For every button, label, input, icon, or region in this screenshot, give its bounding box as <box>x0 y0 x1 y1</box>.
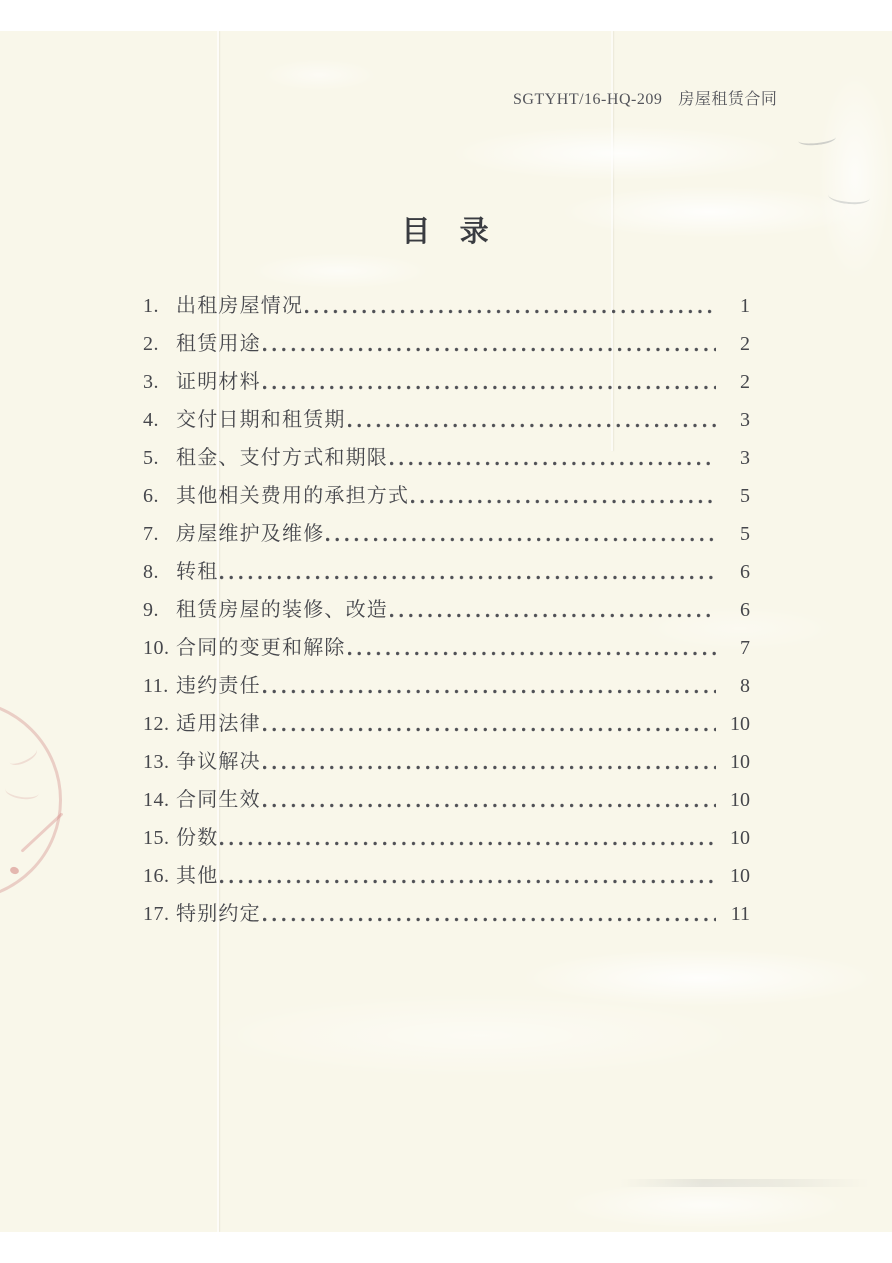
toc-entry-page: 3 <box>740 447 750 469</box>
toc-entry-page: 10 <box>730 751 750 773</box>
toc-entry-number: 11. <box>143 675 169 697</box>
toc-entry-title: 份数 <box>176 827 219 849</box>
page-header <box>513 86 777 109</box>
scan-mark <box>827 187 870 206</box>
document-page <box>0 31 892 1232</box>
toc-entry-title: 争议解决 <box>176 751 261 773</box>
toc-leader-dots <box>411 477 716 515</box>
toc-entry-title: 特别约定 <box>176 903 261 925</box>
toc-leader-dots <box>390 591 716 629</box>
document-title: 房屋租赁合同 <box>678 91 778 108</box>
toc-entry-number: 1. <box>143 295 159 317</box>
toc-entry <box>143 515 750 553</box>
scan-smudge <box>520 949 880 1007</box>
toc-entry-page: 7 <box>740 637 750 659</box>
toc-entry <box>143 553 750 591</box>
toc-entry-page: 2 <box>740 371 750 393</box>
toc-entry-page: 3 <box>740 409 750 431</box>
toc-leader-dots <box>326 515 716 553</box>
toc-entry-title: 租赁用途 <box>176 333 261 355</box>
toc-entry-number: 9. <box>143 599 159 621</box>
toc-entry-number: 15. <box>143 827 170 849</box>
toc-entry-title: 交付日期和租赁期 <box>176 409 346 431</box>
toc-leader-dots <box>263 895 716 933</box>
toc-entry <box>143 743 750 781</box>
toc-entry-page: 1 <box>740 295 750 317</box>
scan-smudge <box>250 253 430 289</box>
toc-entry <box>143 363 750 401</box>
toc-entry-title: 合同生效 <box>176 789 261 811</box>
scan-smudge <box>450 126 790 181</box>
toc-leader-dots <box>263 363 716 401</box>
scan-smudge <box>262 59 377 91</box>
toc-entry-page: 8 <box>740 675 750 697</box>
scan-mark <box>620 1179 870 1187</box>
toc-entry-number: 8. <box>143 561 159 583</box>
toc-entry <box>143 857 750 895</box>
toc-leader-dots <box>220 819 716 857</box>
toc-entry <box>143 401 750 439</box>
toc-leader-dots <box>263 781 716 819</box>
toc-entry-title: 合同的变更和解除 <box>176 637 346 659</box>
toc-entry-number: 6. <box>143 485 159 507</box>
toc-list <box>143 287 750 933</box>
toc-entry-number: 13. <box>143 751 170 773</box>
toc-entry <box>143 819 750 857</box>
toc-leader-dots <box>263 743 716 781</box>
toc-title: 目 录 <box>401 216 491 248</box>
toc-entry-title: 其他 <box>176 865 219 887</box>
toc-leader-dots <box>220 857 716 895</box>
toc-entry-title: 转租 <box>176 561 219 583</box>
toc-entry-title: 租金、支付方式和期限 <box>176 447 388 469</box>
toc-entry-title: 违约责任 <box>176 675 261 697</box>
toc-entry-number: 2. <box>143 333 159 355</box>
toc-entry-number: 5. <box>143 447 159 469</box>
toc-entry <box>143 439 750 477</box>
toc-entry-title: 租赁房屋的装修、改造 <box>176 599 388 621</box>
toc-leader-dots <box>348 401 716 439</box>
toc-entry-number: 4. <box>143 409 159 431</box>
toc-leader-dots <box>263 667 716 705</box>
toc-entry <box>143 781 750 819</box>
toc-entry-number: 10. <box>143 637 170 659</box>
toc-entry <box>143 895 750 933</box>
toc-leader-dots <box>263 325 716 363</box>
toc-entry-page: 10 <box>730 865 750 887</box>
toc-leader-dots <box>305 287 716 325</box>
toc-entry-page: 2 <box>740 333 750 355</box>
toc-entry-title: 其他相关费用的承担方式 <box>176 485 410 507</box>
toc-entry-number: 14. <box>143 789 170 811</box>
document-code: SGTYHT/16-HQ-209 <box>513 91 663 108</box>
scan-smudge <box>200 993 760 1078</box>
toc-entry-page: 5 <box>740 485 750 507</box>
toc-entry <box>143 325 750 363</box>
toc-entry <box>143 591 750 629</box>
toc-entry-number: 12. <box>143 713 170 735</box>
toc-entry-page: 10 <box>730 827 750 849</box>
scan-mark <box>797 131 836 147</box>
toc-entry <box>143 629 750 667</box>
toc-entry <box>143 287 750 325</box>
toc-entry-page: 5 <box>740 523 750 545</box>
toc-entry-number: 16. <box>143 865 170 887</box>
toc-entry-page: 10 <box>730 713 750 735</box>
toc-entry-number: 3. <box>143 371 159 393</box>
red-seal-stamp <box>0 699 62 901</box>
toc-entry-number: 7. <box>143 523 159 545</box>
toc-entry <box>143 667 750 705</box>
toc-entry <box>143 705 750 743</box>
toc-leader-dots <box>220 553 716 591</box>
toc-entry-page: 6 <box>740 599 750 621</box>
scan-smudge <box>560 1181 850 1229</box>
toc-entry-number: 17. <box>143 903 170 925</box>
toc-entry-page: 6 <box>740 561 750 583</box>
toc-leader-dots <box>263 705 716 743</box>
toc-leader-dots <box>348 629 716 667</box>
toc-entry-title: 房屋维护及维修 <box>176 523 325 545</box>
toc-leader-dots <box>390 439 716 477</box>
toc-entry-title: 证明材料 <box>176 371 261 393</box>
toc-entry-title: 出租房屋情况 <box>176 295 304 317</box>
toc-entry <box>143 477 750 515</box>
toc-entry-page: 11 <box>730 903 750 925</box>
toc-entry-title: 适用法律 <box>176 713 261 735</box>
toc-entry-page: 10 <box>730 789 750 811</box>
